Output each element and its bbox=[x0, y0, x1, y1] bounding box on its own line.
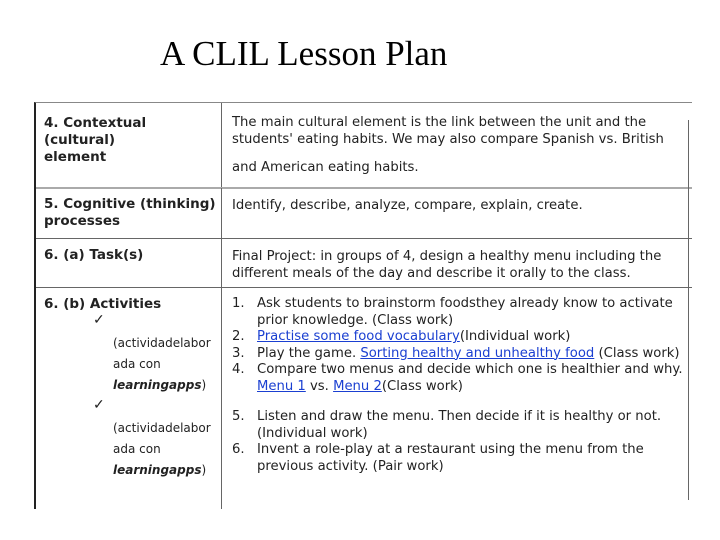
row-tasks bbox=[36, 239, 692, 288]
row-label-activities: 6. (b) Activities bbox=[44, 296, 162, 312]
row-label-tasks: 6. (a) Task(s) bbox=[44, 247, 144, 263]
activity-item: 6. Invent a role-play at a restaurant using the menu from the previous activity. (Pair work) bbox=[232, 442, 644, 474]
row-contextual-element bbox=[36, 103, 692, 189]
activities-list bbox=[232, 296, 687, 475]
row-content-cell bbox=[223, 188, 692, 238]
link-menu-1[interactable]: Menu 1 bbox=[257, 378, 306, 394]
row-label-cognitive: 5. Cognitive (thinking) processes bbox=[44, 196, 216, 229]
lesson-plan-table bbox=[34, 102, 692, 509]
link-sorting-healthy-food[interactable]: Sorting healthy and unhealthy food bbox=[360, 345, 595, 361]
activity-item: 4. Compare two menus and decide which one is healthier and why. Menu 1 vs. Menu 2(Class work) bbox=[232, 362, 683, 394]
task-text: Final Project: in groups of 4, design a healthy menu including the different meals of the day and describe it orally to the class. bbox=[232, 249, 662, 281]
row-content-cell bbox=[223, 103, 692, 187]
row-activities bbox=[36, 288, 692, 509]
row-content-cell bbox=[223, 239, 692, 287]
checkmark-icon: ✓ bbox=[93, 396, 105, 412]
row-content-cell bbox=[223, 288, 692, 509]
activity-item: 2. Practise some food vocabulary(Individual work) bbox=[232, 329, 571, 344]
row-label-cell bbox=[36, 188, 222, 238]
link-menu-2[interactable]: Menu 2 bbox=[333, 378, 382, 394]
row-cognitive-processes bbox=[36, 188, 692, 239]
cognitive-text: Identify, describe, analyze, compare, explain, create. bbox=[232, 198, 583, 213]
activity-note: (actividadelabor ada con learningapps) bbox=[113, 421, 211, 477]
row-label-cell bbox=[36, 103, 222, 187]
checkmark-icon: ✓ bbox=[93, 311, 105, 327]
slide-title: A CLIL Lesson Plan bbox=[160, 34, 448, 73]
activity-item: 3. Play the game. Sorting healthy and unhealthy food (Class work) bbox=[232, 345, 680, 361]
link-practise-food-vocabulary[interactable]: Practise some food vocabulary bbox=[257, 329, 460, 344]
activity-item: 1. Ask students to brainstorm foodsthey already know to activate prior knowledge. (Class work) bbox=[232, 296, 673, 328]
activity-note: (actividadelabor ada con learningapps) bbox=[113, 336, 211, 392]
activity-item: 5. Listen and draw the menu. Then decide if it is healthy or not. (Individual work) bbox=[232, 409, 662, 441]
table-right-edge bbox=[688, 120, 689, 500]
contextual-text: The main cultural element is the link between the unit and the students' eating habits. We may also compare Spanish vs. British and American eating habits. bbox=[232, 115, 664, 175]
row-label-contextual: 4. Contextual (cultural) element bbox=[44, 115, 147, 165]
row-label-cell bbox=[36, 239, 222, 287]
row-label-cell bbox=[36, 288, 222, 509]
